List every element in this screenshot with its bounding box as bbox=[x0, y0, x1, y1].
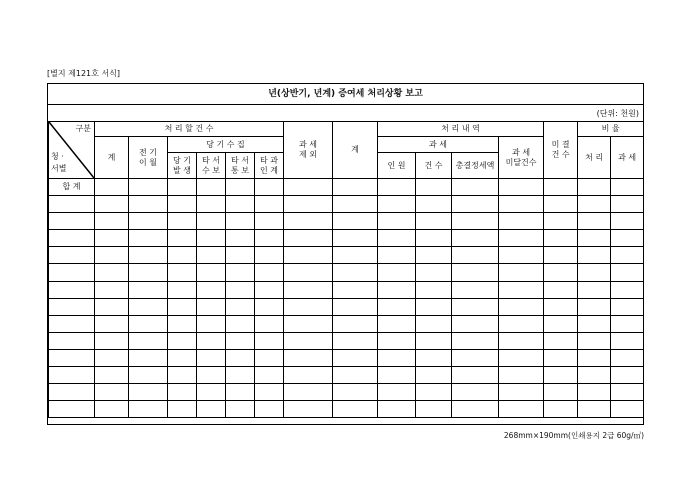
table-cell bbox=[168, 230, 197, 247]
table-cell bbox=[129, 247, 168, 264]
table-cell bbox=[544, 281, 578, 298]
office-label: 청 · 서별 bbox=[51, 152, 67, 173]
table-cell bbox=[284, 298, 333, 315]
table-cell bbox=[255, 384, 284, 401]
table-cell bbox=[197, 247, 226, 264]
table-cell bbox=[416, 384, 452, 401]
table-cell bbox=[284, 281, 333, 298]
table-cell bbox=[284, 349, 333, 366]
table-cell bbox=[284, 247, 333, 264]
table-cell bbox=[416, 281, 452, 298]
table-cell bbox=[578, 179, 611, 196]
table-row bbox=[49, 367, 644, 384]
table-cell bbox=[333, 264, 378, 281]
table-cell bbox=[129, 349, 168, 366]
table-cell bbox=[284, 332, 333, 349]
table-cell bbox=[578, 196, 611, 213]
table-cell bbox=[255, 196, 284, 213]
table-cell bbox=[544, 384, 578, 401]
division-header-cell bbox=[49, 122, 95, 179]
table-row bbox=[49, 264, 644, 281]
table-cell bbox=[49, 349, 95, 366]
table-cell bbox=[578, 230, 611, 247]
table-cell bbox=[129, 196, 168, 213]
table-cell bbox=[49, 298, 95, 315]
table-cell bbox=[129, 315, 168, 332]
table-cell bbox=[611, 401, 644, 418]
division-label: 구분 bbox=[75, 124, 91, 133]
table-cell bbox=[129, 264, 168, 281]
table-cell bbox=[578, 367, 611, 384]
table-cell bbox=[95, 401, 129, 418]
table-cell bbox=[226, 315, 255, 332]
table-row bbox=[49, 349, 644, 366]
table-cell bbox=[49, 401, 95, 418]
table-cell bbox=[578, 401, 611, 418]
table-cell bbox=[378, 247, 416, 264]
table-row bbox=[49, 213, 644, 230]
table-cell bbox=[611, 196, 644, 213]
tax-shortfall-header: 과 세 미달건수 bbox=[499, 137, 544, 179]
table-cell bbox=[452, 179, 499, 196]
table-cell bbox=[197, 349, 226, 366]
table-cell bbox=[255, 247, 284, 264]
table-cell bbox=[129, 179, 168, 196]
carried-header: 전 기 이 월 bbox=[129, 137, 168, 179]
table-cell bbox=[95, 298, 129, 315]
table-cell bbox=[578, 213, 611, 230]
table-cell bbox=[49, 315, 95, 332]
table-cell bbox=[226, 196, 255, 213]
table-cell bbox=[168, 315, 197, 332]
table-cell bbox=[284, 213, 333, 230]
table-cell bbox=[544, 298, 578, 315]
table-cell bbox=[226, 213, 255, 230]
table-cell bbox=[499, 367, 544, 384]
report-table bbox=[48, 121, 644, 418]
table-cell bbox=[168, 298, 197, 315]
table-cell bbox=[284, 264, 333, 281]
table-cell bbox=[499, 213, 544, 230]
table-cell bbox=[611, 332, 644, 349]
table-cell bbox=[197, 315, 226, 332]
table-cell bbox=[544, 213, 578, 230]
table-cell bbox=[129, 281, 168, 298]
table-cell bbox=[168, 264, 197, 281]
form-label: [별지 제121호 서식] bbox=[47, 69, 120, 78]
paper-spec: 268mm×190mm(인쇄용지 2급 60g/㎡) bbox=[503, 431, 644, 440]
table-cell bbox=[255, 179, 284, 196]
table-cell bbox=[544, 264, 578, 281]
table-cell bbox=[197, 213, 226, 230]
ratio-header: 비 율 bbox=[578, 122, 644, 137]
table-cell bbox=[333, 213, 378, 230]
unit-label: (단위: 천원) bbox=[596, 109, 639, 118]
table-cell bbox=[578, 384, 611, 401]
excluded-header: 과 세 제 외 bbox=[284, 122, 333, 179]
table-cell bbox=[611, 247, 644, 264]
table-cell bbox=[378, 332, 416, 349]
table-cell bbox=[49, 247, 95, 264]
table-cell bbox=[611, 298, 644, 315]
table-cell bbox=[578, 332, 611, 349]
table-cell bbox=[333, 298, 378, 315]
table-cell bbox=[255, 213, 284, 230]
table-cell bbox=[578, 247, 611, 264]
table-cell bbox=[333, 332, 378, 349]
table-cell bbox=[499, 264, 544, 281]
table-cell bbox=[378, 213, 416, 230]
other-report-header: 타 서 수 보 bbox=[197, 153, 226, 179]
table-cell bbox=[129, 401, 168, 418]
table-cell bbox=[544, 179, 578, 196]
table-cell bbox=[49, 264, 95, 281]
ratio-tax-header: 과 세 bbox=[611, 137, 644, 179]
table-cell bbox=[378, 401, 416, 418]
table-cell bbox=[499, 247, 544, 264]
table-cell bbox=[95, 281, 129, 298]
table-cell bbox=[611, 213, 644, 230]
table-cell bbox=[544, 315, 578, 332]
table-row bbox=[49, 230, 644, 247]
table-cell bbox=[416, 196, 452, 213]
table-cell bbox=[499, 401, 544, 418]
table-cell bbox=[378, 367, 416, 384]
table-cell bbox=[499, 281, 544, 298]
table-cell bbox=[499, 384, 544, 401]
table-cell bbox=[49, 384, 95, 401]
table-cell bbox=[611, 281, 644, 298]
persons-header: 인 원 bbox=[378, 153, 416, 179]
table-cell bbox=[378, 281, 416, 298]
taxed-header: 과 세 bbox=[378, 137, 499, 153]
table-cell bbox=[226, 281, 255, 298]
table-cell bbox=[544, 332, 578, 349]
table-cell bbox=[611, 179, 644, 196]
decided-tax-header: 총결정세액 bbox=[452, 153, 499, 179]
total-header: 계 bbox=[95, 137, 129, 179]
table-cell bbox=[333, 179, 378, 196]
table-cell bbox=[452, 349, 499, 366]
table-cell bbox=[197, 367, 226, 384]
table-cell bbox=[284, 384, 333, 401]
table-cell bbox=[284, 196, 333, 213]
table-cell bbox=[378, 196, 416, 213]
table-cell bbox=[452, 281, 499, 298]
table-cell bbox=[226, 298, 255, 315]
table-cell bbox=[197, 332, 226, 349]
table-cell bbox=[499, 332, 544, 349]
table-cell bbox=[168, 179, 197, 196]
table-cell bbox=[611, 264, 644, 281]
table-cell bbox=[95, 213, 129, 230]
table-cell bbox=[611, 315, 644, 332]
table-cell bbox=[168, 401, 197, 418]
table-cell bbox=[499, 349, 544, 366]
table-cell bbox=[544, 349, 578, 366]
table-cell bbox=[452, 401, 499, 418]
table-cell bbox=[333, 367, 378, 384]
table-cell bbox=[452, 367, 499, 384]
table-cell bbox=[197, 384, 226, 401]
table-cell bbox=[578, 281, 611, 298]
table-cell bbox=[197, 196, 226, 213]
table-cell bbox=[452, 315, 499, 332]
table-cell bbox=[611, 349, 644, 366]
table-cell bbox=[452, 247, 499, 264]
table-cell bbox=[226, 179, 255, 196]
table-cell bbox=[611, 230, 644, 247]
other-notice-header: 타 서 통 보 bbox=[226, 153, 255, 179]
table-cell bbox=[416, 349, 452, 366]
table-cell bbox=[255, 315, 284, 332]
table-cell bbox=[378, 230, 416, 247]
table-cell bbox=[544, 401, 578, 418]
table-cell bbox=[197, 281, 226, 298]
table-cell bbox=[452, 196, 499, 213]
table-cell bbox=[168, 196, 197, 213]
table-row bbox=[49, 298, 644, 315]
table-cell bbox=[129, 367, 168, 384]
table-cell bbox=[284, 315, 333, 332]
table-cell bbox=[255, 332, 284, 349]
table-cell bbox=[129, 298, 168, 315]
table-cell bbox=[197, 264, 226, 281]
table-cell bbox=[226, 332, 255, 349]
table-cell bbox=[499, 298, 544, 315]
table-cell bbox=[452, 384, 499, 401]
table-cell bbox=[416, 367, 452, 384]
table-cell bbox=[416, 315, 452, 332]
table-cell bbox=[499, 230, 544, 247]
table-cell bbox=[499, 315, 544, 332]
details-header: 처 리 내 역 bbox=[378, 122, 544, 137]
count-header: 건 수 bbox=[416, 153, 452, 179]
table-cell bbox=[255, 401, 284, 418]
table-cell bbox=[378, 384, 416, 401]
table-cell bbox=[611, 384, 644, 401]
table-cell bbox=[49, 230, 95, 247]
table-cell bbox=[129, 230, 168, 247]
table-cell bbox=[95, 349, 129, 366]
table-cell bbox=[49, 367, 95, 384]
table-cell bbox=[416, 247, 452, 264]
table-cell bbox=[226, 349, 255, 366]
table-cell bbox=[378, 298, 416, 315]
table-cell bbox=[197, 230, 226, 247]
table-cell bbox=[129, 332, 168, 349]
table-cell bbox=[333, 349, 378, 366]
table-cell bbox=[452, 298, 499, 315]
other-transfer-header: 타 과 인 계 bbox=[255, 153, 284, 179]
table-row bbox=[49, 247, 644, 264]
table-cell bbox=[197, 179, 226, 196]
table-cell bbox=[544, 367, 578, 384]
table-cell bbox=[452, 213, 499, 230]
table-cell bbox=[95, 196, 129, 213]
table-cell bbox=[49, 213, 95, 230]
table-cell bbox=[129, 213, 168, 230]
current-occurrence-header: 당 기 발 생 bbox=[168, 153, 197, 179]
table-cell bbox=[255, 264, 284, 281]
table-cell bbox=[226, 384, 255, 401]
table-cell bbox=[416, 298, 452, 315]
table-cell bbox=[378, 264, 416, 281]
table-cell bbox=[95, 315, 129, 332]
table-cell bbox=[416, 179, 452, 196]
table-row bbox=[49, 196, 644, 213]
table-cell bbox=[333, 281, 378, 298]
table-cell bbox=[333, 247, 378, 264]
table-cell bbox=[168, 332, 197, 349]
table-cell bbox=[333, 230, 378, 247]
table-cell bbox=[578, 264, 611, 281]
table-cell bbox=[416, 401, 452, 418]
table-cell bbox=[544, 196, 578, 213]
to-process-header: 처 리 할 건 수 bbox=[95, 122, 284, 137]
table-cell bbox=[255, 281, 284, 298]
table-cell bbox=[168, 367, 197, 384]
table-cell bbox=[168, 349, 197, 366]
table-cell bbox=[95, 179, 129, 196]
table-cell bbox=[226, 230, 255, 247]
current-collect-header: 당 기 수 집 bbox=[168, 137, 284, 153]
table-cell bbox=[452, 332, 499, 349]
table-cell bbox=[333, 315, 378, 332]
table-cell bbox=[95, 367, 129, 384]
table-row bbox=[49, 332, 644, 349]
table-cell bbox=[452, 264, 499, 281]
table-cell bbox=[95, 247, 129, 264]
table-cell bbox=[226, 367, 255, 384]
ratio-process-header: 처 리 bbox=[578, 137, 611, 179]
table-cell bbox=[416, 264, 452, 281]
table-cell bbox=[168, 384, 197, 401]
table-cell bbox=[544, 230, 578, 247]
table-cell bbox=[416, 332, 452, 349]
table-cell bbox=[378, 315, 416, 332]
table-cell bbox=[284, 367, 333, 384]
table-cell bbox=[578, 315, 611, 332]
table-cell bbox=[378, 179, 416, 196]
table-cell bbox=[499, 179, 544, 196]
table-cell bbox=[49, 281, 95, 298]
table-cell bbox=[333, 401, 378, 418]
table-cell bbox=[197, 401, 226, 418]
unresolved-header: 미 결 건 수 bbox=[544, 122, 578, 179]
table-cell bbox=[611, 367, 644, 384]
table-row bbox=[49, 281, 644, 298]
table-cell bbox=[168, 281, 197, 298]
table-cell bbox=[452, 230, 499, 247]
table-cell bbox=[129, 384, 168, 401]
table-cell bbox=[49, 332, 95, 349]
table-row bbox=[49, 315, 644, 332]
table-cell bbox=[499, 196, 544, 213]
table-cell bbox=[333, 384, 378, 401]
table-cell bbox=[416, 230, 452, 247]
table-cell bbox=[197, 298, 226, 315]
table-cell bbox=[255, 298, 284, 315]
table-cell bbox=[255, 367, 284, 384]
details-total-header: 계 bbox=[333, 122, 378, 179]
table-cell bbox=[168, 247, 197, 264]
sum-row bbox=[49, 179, 644, 196]
table-cell bbox=[226, 264, 255, 281]
table-cell bbox=[168, 213, 197, 230]
table-cell bbox=[255, 230, 284, 247]
table-cell bbox=[284, 230, 333, 247]
table-cell bbox=[578, 349, 611, 366]
table-cell bbox=[95, 384, 129, 401]
table-cell bbox=[544, 247, 578, 264]
table-cell bbox=[95, 230, 129, 247]
report-title: 년(상반기, 년계) 증여세 처리상황 보고 bbox=[48, 84, 643, 105]
table-cell bbox=[49, 196, 95, 213]
sum-label: 합 계 bbox=[49, 179, 95, 196]
table-cell bbox=[226, 401, 255, 418]
table-cell bbox=[416, 213, 452, 230]
report-form bbox=[47, 83, 644, 425]
table-cell bbox=[95, 264, 129, 281]
table-cell bbox=[95, 332, 129, 349]
table-cell bbox=[578, 298, 611, 315]
table-cell bbox=[284, 179, 333, 196]
table-cell bbox=[378, 349, 416, 366]
table-row bbox=[49, 401, 644, 418]
table-cell bbox=[226, 247, 255, 264]
table-row bbox=[49, 384, 644, 401]
table-cell bbox=[255, 349, 284, 366]
table-cell bbox=[284, 401, 333, 418]
table-cell bbox=[333, 196, 378, 213]
